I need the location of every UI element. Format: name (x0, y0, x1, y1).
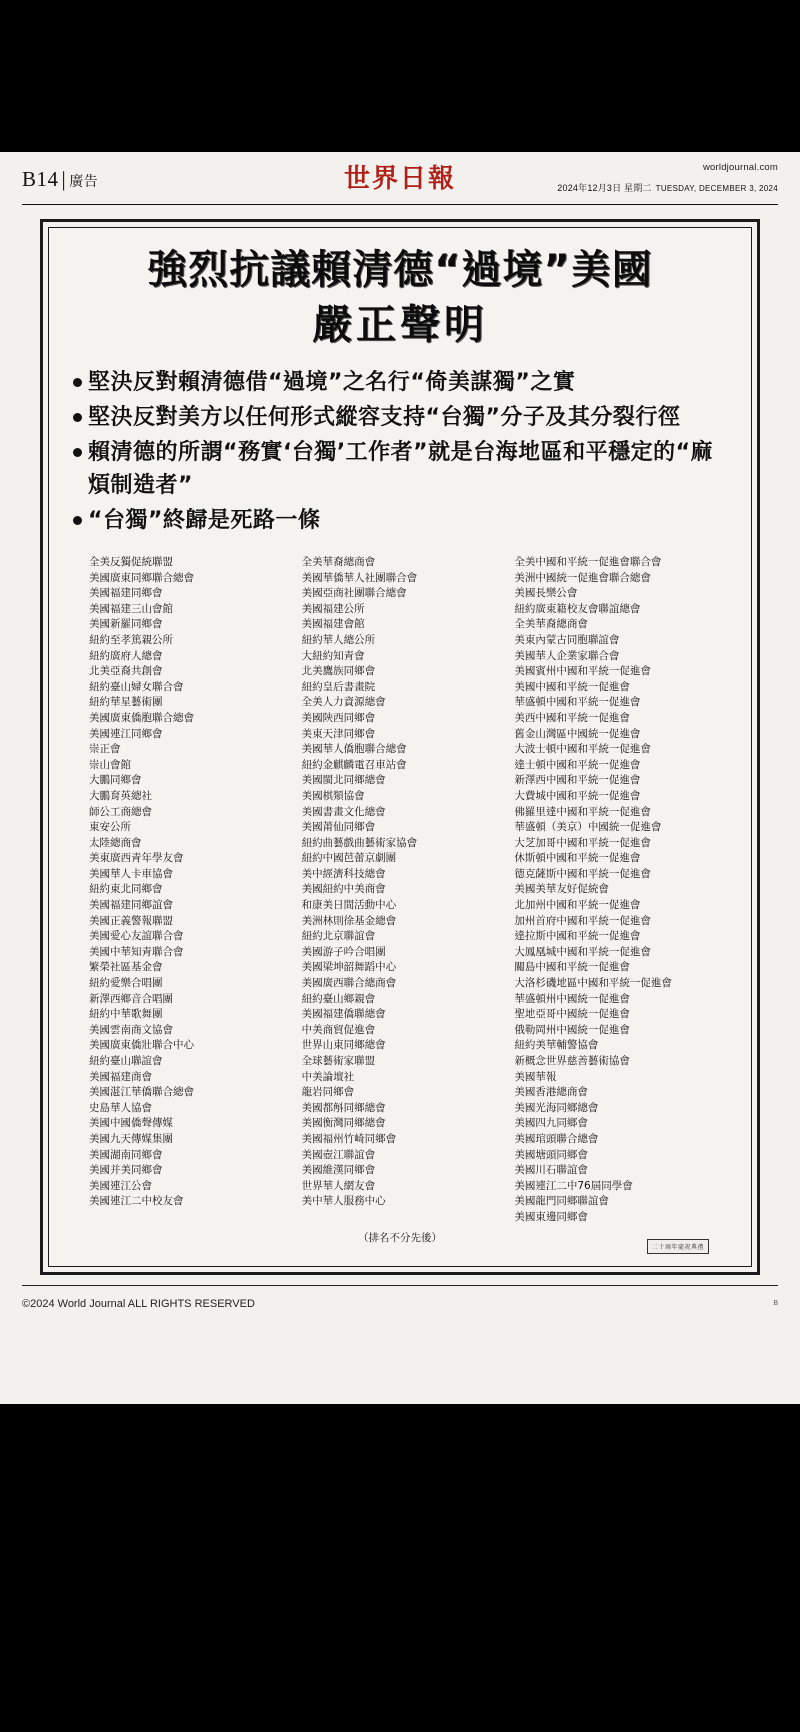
signatory-item: 紐約中國芭蕾京劇團 (301, 852, 397, 865)
signatory-item: 全美反獨促統聯盟 (89, 556, 173, 568)
signatory-item: 紐約東北同鄉會 (89, 883, 163, 896)
signatory-item: 美東天津同鄉會 (301, 727, 376, 740)
signatory-item: 師公工商總會 (89, 805, 152, 818)
signatory-item: 紐約北京聯誼會 (301, 930, 376, 943)
signatory-item: 和康美日間活動中心 (301, 899, 397, 912)
signatory-item: 美國衡灣同鄉總會 (301, 1117, 386, 1130)
advertisement-box (40, 219, 760, 1275)
signatory-item: 達拉斯中國和平統一促進會 (514, 930, 641, 943)
page-number (22, 160, 98, 192)
signatory-item: 紐約華人總公所 (301, 633, 376, 646)
signatory-item: 全美人力資源總會 (301, 696, 386, 709)
signatory-item: 紐約臺山婦女聯合會 (89, 680, 184, 693)
signatory-item: 美國中國僑聲傳媒 (89, 1117, 173, 1130)
signatory-item: 美國中國和平統一促進會 (514, 680, 630, 693)
signatory-item: 加州首府中國和平統一促進會 (514, 914, 651, 927)
signatory-item: 華盛頓中國和平統一促進會 (514, 696, 641, 709)
signatory-item: 美國湛江華僑聯合總會 (89, 1086, 194, 1099)
signatory-columns (67, 555, 733, 1226)
date-line (557, 173, 778, 194)
masthead (22, 160, 778, 205)
signatory-column-1 (89, 555, 286, 1226)
signatory-column-2 (302, 555, 499, 1226)
signatory-item: 大費城中國和平統一促進會 (514, 789, 641, 802)
bullet-item (73, 401, 729, 434)
signatory-item: 關島中國和平統一促進會 (514, 961, 630, 974)
signatory-item: 美國書畫文化總會 (301, 805, 386, 818)
signatory-item: 大鵬同鄉會 (89, 774, 142, 787)
signatory-item: 美國連江二中校友會 (89, 1195, 184, 1208)
signatory-item: 美國賓州中國和平統一促進會 (514, 665, 651, 678)
signatory-item: 全球藝術家聯盟 (301, 1055, 376, 1067)
signatory-item: 俄勒岡州中國統一促進會 (514, 1023, 630, 1036)
signatory-item: 紐約皇后書畫院 (301, 680, 376, 693)
bullet-dot-icon (73, 413, 82, 422)
masthead-meta (557, 162, 778, 194)
signatory-item: 史島華人協會 (89, 1101, 152, 1114)
masthead-separator: | (61, 167, 67, 191)
signatory-item: 美國華人企業家聯合會 (514, 649, 620, 662)
signatory-item: 美國川石聯誼會 (514, 1164, 588, 1177)
signatory-item: 龍岩同鄉會 (301, 1086, 355, 1099)
signatory-item: 紐約愛樂合唱團 (89, 977, 163, 990)
signatory-item: 美西中國和平統一促進會 (514, 711, 630, 724)
signatory-item: 美中華人服務中心 (301, 1195, 386, 1208)
bullet-item (73, 504, 729, 537)
signatory-item: 聖地亞哥中國統一促進會 (514, 1008, 630, 1021)
bullet-text: 賴清德的所謂“務實‘台獨’工作者”就是台海地區和平穩定的“麻煩制造者” (88, 440, 714, 498)
signatory-item: 美國華人僑胞聯合總會 (301, 743, 407, 756)
signatory-footnote: （排名不分先後） (358, 1231, 442, 1244)
signatory-item: 大鳳凰城中國和平統一促進會 (514, 945, 651, 958)
signatory-item: 美國福建商會 (89, 1070, 152, 1083)
signatory-item: 美國光海同鄉總會 (514, 1101, 599, 1114)
signatory-item: 美國莆仙同鄉會 (301, 821, 376, 834)
signatory-item: 美國閩北同鄉總會 (301, 774, 386, 787)
signatory-item: 美國四九同鄉會 (514, 1117, 588, 1130)
paper-title: 世界日報 (343, 164, 457, 193)
signatory-item: 美東廣西青年學友會 (89, 852, 184, 865)
bullet-item (73, 436, 729, 502)
signatory-item: 紐約金麒麟電召車站會 (301, 758, 407, 771)
signatory-item: 北美鷹族同鄉會 (301, 665, 376, 678)
signatory-item: 紐約華星藝術團 (89, 696, 163, 709)
signatory-item: 美國福建公所 (301, 602, 365, 615)
signatory-item: 美國福建三山會館 (89, 602, 173, 615)
signatory-item: 美國福建會館 (301, 618, 365, 631)
signatory-item: 美國雲南商文協會 (89, 1023, 173, 1036)
signatory-item: 北加州中國和平統一促進會 (514, 899, 641, 912)
signatory-item: 美國龍門同鄉聯誼會 (514, 1195, 609, 1208)
signatory-item: 美國東邊同鄉會 (514, 1210, 588, 1223)
bullet-item (73, 366, 729, 399)
signatory-item: 美洲林則徐基金總會 (301, 914, 397, 927)
signatory-item: 紐約曲藝戲曲藝術家協會 (301, 836, 418, 849)
signatory-item: 美國并美同鄉會 (89, 1164, 163, 1177)
signatory-item: 佛羅里達中國和平統一促進會 (514, 805, 651, 818)
bullet-text: 堅決反對賴清德借“過境”之名行“倚美謀獨”之實 (88, 370, 576, 395)
signatory-item: 休斯頓中國和平統一促進會 (514, 852, 641, 865)
signatory-item: 美國廣東僑胞聯合總會 (89, 711, 194, 724)
headline-block (67, 244, 733, 352)
headline-line-1: 強烈抗議賴清德“過境”美國 (147, 247, 653, 293)
signatory-item: 大鵬育英總社 (89, 789, 152, 802)
signatory-item: 美國琯頭聯合總會 (514, 1132, 599, 1145)
signatory-item: 美國九天傳媒集團 (89, 1132, 173, 1145)
signatory-item: 紐約至孝篤親公所 (89, 633, 173, 646)
signatory-item: 美國都斛同鄉總會 (301, 1101, 386, 1114)
signatory-item: 繁榮社區基金會 (89, 961, 163, 974)
advertisement-inner (48, 227, 752, 1267)
signatory-item: 太陸總商會 (89, 836, 142, 849)
page-footer (22, 1285, 778, 1316)
signatory-item: 美國棋類協會 (301, 789, 365, 802)
signatory-item: 美國廣東僑壯聯合中心 (89, 1039, 194, 1052)
signatory-item: 世界山東同鄉總會 (301, 1039, 386, 1052)
signatory-item: 紐約美華輔警協會 (514, 1039, 599, 1052)
bullet-list (73, 366, 729, 537)
signatory-item: 中美論壇社 (301, 1070, 355, 1083)
signatory-item: 美國紐約中美商會 (301, 883, 386, 896)
seal-stamp: 二十周年慶祝典禮 (647, 1239, 709, 1254)
bullet-dot-icon (73, 378, 82, 387)
signatory-item: 美國維漢同鄉會 (301, 1164, 376, 1177)
site-url[interactable]: worldjournal.com (702, 162, 778, 173)
signatory-item: 舊金山灣區中國統一促進會 (514, 727, 641, 740)
signatory-item: 美國福建僑聯總會 (301, 1008, 386, 1021)
signatory-item: 紐約臺山鄉親會 (301, 992, 376, 1005)
signatory-item: 美國中華知青聯合會 (89, 945, 184, 958)
signatory-item: 美國正義警報聯盟 (89, 914, 173, 927)
bullet-dot-icon (73, 516, 82, 525)
signatory-item: 紐約廣東籍校友會聯誼總會 (514, 602, 641, 615)
signatory-item: 美國塘頭同鄉會 (514, 1148, 588, 1161)
signatory-item: 全美華裔總商會 (301, 556, 376, 568)
signatory-item: 紐約廣府人總會 (89, 649, 163, 662)
signatory-item: 美國連江二中76屆同學會 (514, 1179, 633, 1192)
date-chinese: 2024年12月3日 星期二 (557, 183, 652, 193)
signatory-item: 世界華人網友會 (301, 1179, 376, 1192)
signatory-item: 美國梁坤韶舞蹈中心 (301, 961, 397, 974)
signatory-item: 美國福州竹崎同鄉會 (301, 1132, 397, 1145)
signatory-item: 美國廣東同鄉聯合總會 (89, 571, 194, 584)
signatory-item: 美國連江同鄉會 (89, 727, 163, 740)
signatory-item: 華盛頓（美京）中國統一促進會 (514, 821, 662, 834)
date-english: TUESDAY, DECEMBER 3, 2024 (655, 184, 778, 193)
signatory-item: 新澤西中國和平統一促進會 (514, 774, 641, 787)
signatory-item: 美國壺江聯誼會 (301, 1148, 376, 1161)
signatory-item: 大芝加哥中國和平統一促進會 (514, 836, 651, 849)
signatory-item: 大紐約知青會 (301, 649, 365, 662)
signatory-item: 美國亞商社團聯合總會 (301, 587, 407, 600)
bullet-text: 堅決反對美方以任何形式縱容支持“台獨”分子及其分裂行徑 (88, 405, 681, 430)
bullet-text: “台獨”終歸是死路一條 (88, 508, 321, 533)
signatory-item: 美國華報 (514, 1070, 557, 1083)
signatory-column-3 (514, 555, 711, 1226)
signatory-item: 大洛杉磯地區中國和平統一促進會 (514, 977, 672, 990)
signatory-item: 中美商貿促進會 (301, 1023, 376, 1036)
copyright-text: ©2024 World Journal ALL RIGHTS RESERVED (22, 1297, 255, 1310)
signatory-item: 美國華僑華人社團聯合會 (301, 571, 418, 584)
signatory-item: 美國香港總商會 (514, 1086, 588, 1099)
signatory-item: 新澤西鄉音合唱團 (89, 992, 173, 1005)
signatory-item: 美國湖南同鄉會 (89, 1148, 163, 1161)
signatory-item: 美國福建同鄉誼會 (89, 899, 173, 912)
signatory-item: 美國美華友好促統會 (514, 883, 609, 896)
signatory-item: 東安公所 (89, 821, 131, 834)
signatory-item: 德克薩斯中國和平統一促進會 (514, 867, 651, 880)
signatory-item: 崇山會館 (89, 758, 131, 771)
signatory-item: 紐約臺山聯誼會 (89, 1055, 163, 1067)
signatory-item: 達士頓中國和平統一促進會 (514, 758, 641, 771)
folio-mark: B (773, 1300, 778, 1308)
signatory-item: 新概念世界慈善藝術協會 (514, 1055, 630, 1067)
signatory-item: 美國華人卡車協會 (89, 867, 173, 880)
paper-title-block (344, 164, 456, 194)
bullet-dot-icon (73, 448, 82, 457)
signatory-item: 美國連江公會 (89, 1179, 152, 1192)
signatory-item: 紐約中華歌舞團 (89, 1008, 163, 1021)
signatory-item: 美東內蒙古同胞聯誼會 (514, 633, 620, 646)
page-category: 廣告 (69, 175, 99, 190)
signatory-item: 美國新羅同鄉會 (89, 618, 163, 631)
signatory-item: 美洲中國統一促進會聯合總會 (514, 571, 651, 584)
signatory-item: 美國陝西同鄉會 (301, 711, 376, 724)
signatory-item: 大波士頓中國和平統一促進會 (514, 743, 651, 756)
signatory-item: 北美亞裔共創會 (89, 665, 163, 678)
signatory-item: 美國游子吟合唱團 (301, 945, 386, 958)
newspaper-page (0, 152, 800, 1404)
signatory-item: 美國廣西聯合總商會 (301, 977, 397, 990)
page-number-value: B14 (22, 167, 59, 191)
signatory-item: 美中經濟科技總會 (301, 867, 386, 880)
signatory-item: 全美華裔總商會 (514, 618, 588, 631)
headline-line-2: 嚴正聲明 (312, 302, 488, 348)
signatory-item: 華盛頓州中國統一促進會 (514, 992, 630, 1005)
signatory-item: 美國福建同鄉會 (89, 587, 163, 600)
signatory-item: 美國長樂公會 (514, 587, 578, 600)
signatory-item: 美國愛心友誼聯合會 (89, 930, 184, 943)
signatory-item: 全美中國和平統一促進會聯合會 (514, 556, 662, 568)
signatory-item: 崇正會 (89, 743, 121, 756)
